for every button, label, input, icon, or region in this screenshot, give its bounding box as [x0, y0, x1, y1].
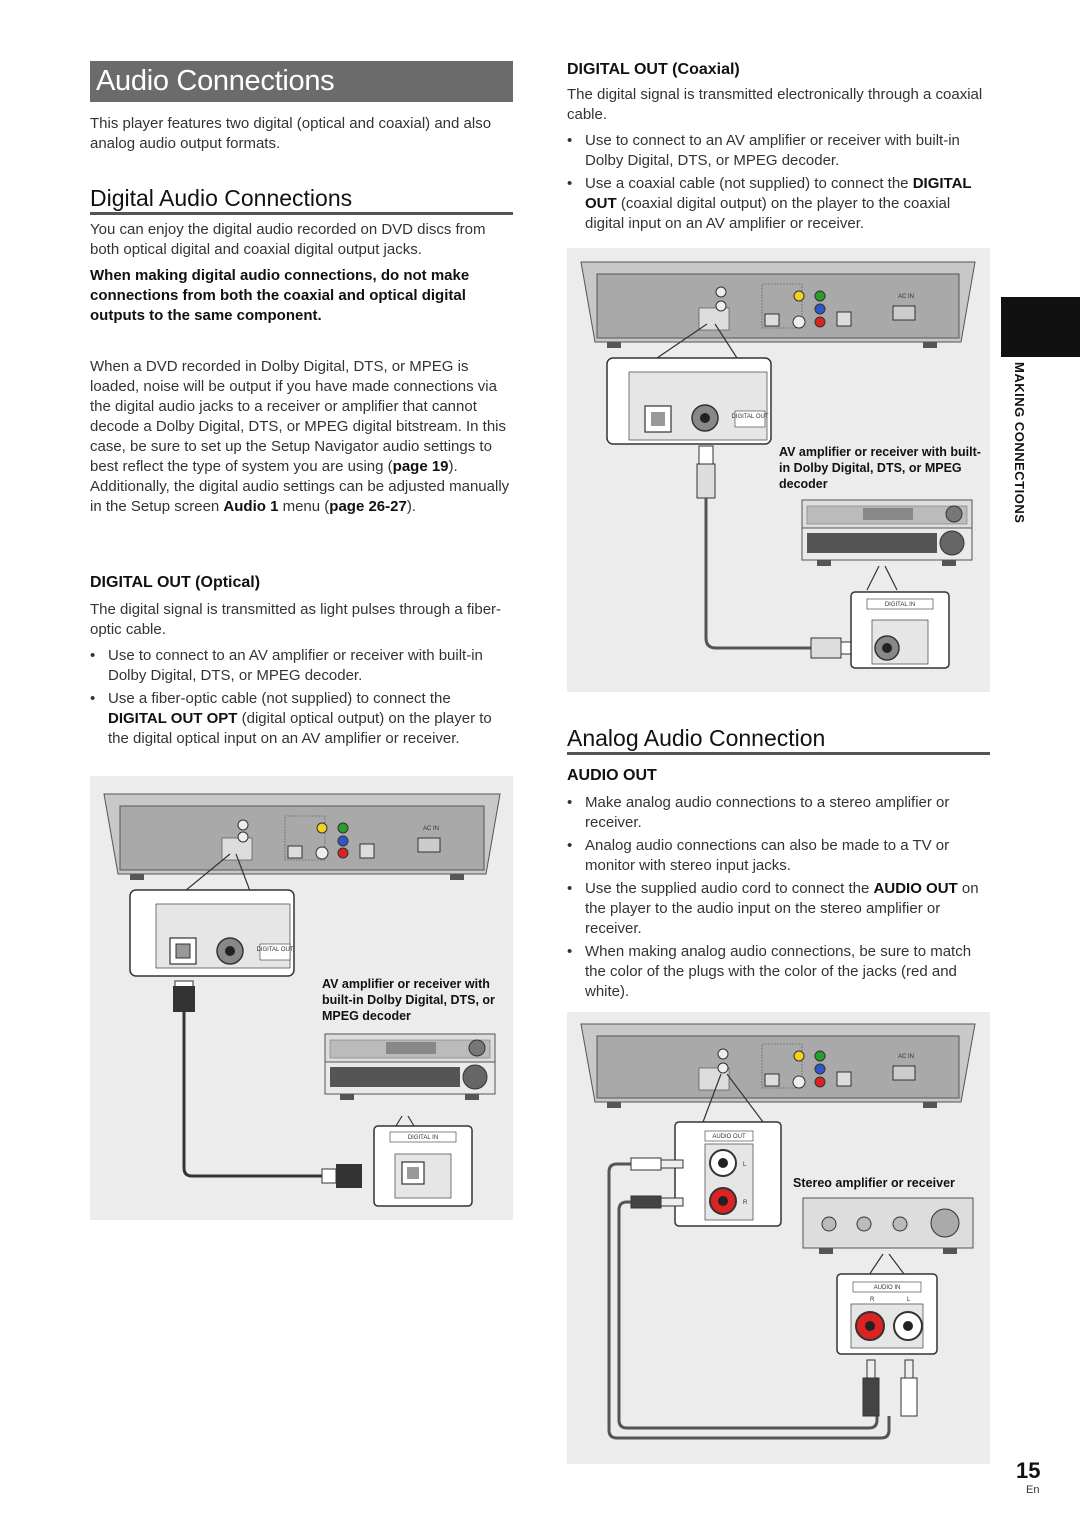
intro-text: This player features two digital (optical and coaxial) and also analog audio output formats. [90, 115, 492, 152]
digital-warning: When making digital audio connections, do not make connections from both the coaxial and optical digital outputs to the same component. [90, 267, 470, 324]
list-item: • Use the supplied audio cord to connect the AUDIO OUT on the player to the audio input on the stereo amplifier or receiver. [567, 879, 987, 939]
optical-heading: DIGITAL OUT (Optical) [90, 574, 261, 591]
ac-in-label: AC IN [898, 1054, 915, 1060]
coaxial-bullets [567, 131, 987, 237]
list-item: • Use a coaxial cable (not supplied) to connect the DIGITAL OUT (coaxial digital output) on the player to the coaxial digital input on an AV amplifier or receiver. [567, 174, 987, 234]
analog-heading: Analog Audio Connection [567, 725, 826, 751]
digital-in-label: DIGITAL IN [884, 602, 916, 608]
section-side-label: MAKING CONNECTIONS [1012, 362, 1027, 524]
coaxial-receiver-caption: AV amplifier or receiver with built-in Dolby Digital, DTS, or MPEG decoder [779, 445, 981, 491]
optical-receiver-caption: AV amplifier or receiver with built-in Dolby Digital, DTS, or MPEG decoder [322, 977, 495, 1023]
svg-text:L: L [907, 1297, 911, 1303]
list-item: • Use to connect to an AV amplifier or receiver with built-in Dolby Digital, DTS, or MPEG decoder. [90, 646, 510, 686]
optical-text: The digital signal is transmitted as light pulses through a fiber-optic cable. [90, 601, 502, 638]
coaxial-diagram [567, 248, 990, 692]
coaxial-text: The digital signal is transmitted electronically through a coaxial cable. [567, 86, 983, 123]
list-item: • Use to connect to an AV amplifier or receiver with built-in Dolby Digital, DTS, or MPEG decoder. [567, 131, 987, 171]
digital-noise-note: When a DVD recorded in Dolby Digital, DTS, or MPEG is loaded, noise will be output if you have made connections via the digital audio jacks to a receiver or amplifier that cannot decode a Dolby Digital, DTS, or MPEG digital bitstream. In this case, be sure to set up the Setup Navigator audio settings to best reflect the type of system you are using (page 19). Additionally, the digital audio settings can be adjusted manually in the Setup screen Audio 1 menu (page 26-27). [90, 358, 510, 515]
digital-out-label: DIGITAL OUT [731, 414, 769, 420]
svg-text:R: R [743, 1200, 748, 1206]
page-ref-19[interactable]: page 19 [392, 458, 449, 475]
page-ref-26-27[interactable]: page 26-27 [329, 498, 407, 515]
analog-heading-rule [567, 752, 990, 755]
optical-diagram [90, 776, 513, 1220]
digital-intro: You can enjoy the digital audio recorded on DVD discs from both optical digital and coaxial digital output jacks. [90, 221, 486, 258]
ac-in-label: AC IN [898, 294, 915, 300]
analog-bullets [567, 793, 987, 1005]
page-title: Audio Connections [90, 61, 513, 102]
ac-in-label: AC IN [423, 826, 440, 832]
audio-out-heading: AUDIO OUT [567, 767, 657, 784]
section-tab [1001, 297, 1080, 357]
list-item: • Analog audio connections can also be made to a TV or monitor with stereo input jacks. [567, 836, 987, 876]
list-item: • Make analog audio connections to a stereo amplifier or receiver. [567, 793, 987, 833]
coaxial-heading: DIGITAL OUT (Coaxial) [567, 61, 740, 78]
language-label: En [1026, 1484, 1040, 1496]
list-item: • Use a fiber-optic cable (not supplied) to connect the DIGITAL OUT OPT (digital optical output) on the player to the digital optical input on an AV amplifier or receiver. [90, 689, 510, 749]
svg-text:R: R [870, 1297, 875, 1303]
digital-out-label: DIGITAL OUT [256, 947, 294, 953]
analog-diagram [567, 1012, 990, 1464]
page-number: 15 [1016, 1458, 1041, 1483]
stereo-amp-caption: Stereo amplifier or receiver [793, 1176, 955, 1190]
svg-text:L: L [743, 1162, 747, 1168]
digital-in-label: DIGITAL IN [407, 1135, 439, 1141]
optical-bullets [90, 646, 510, 752]
digital-heading-rule [90, 212, 513, 215]
digital-heading: Digital Audio Connections [90, 185, 353, 211]
list-item: • When making analog audio connections, be sure to match the color of the plugs with the color of the jacks (red and white). [567, 942, 987, 1002]
audio-out-label: AUDIO OUT [712, 1134, 746, 1140]
analog-diagram-svg [567, 1012, 990, 1464]
audio-in-label: AUDIO IN [873, 1285, 901, 1291]
